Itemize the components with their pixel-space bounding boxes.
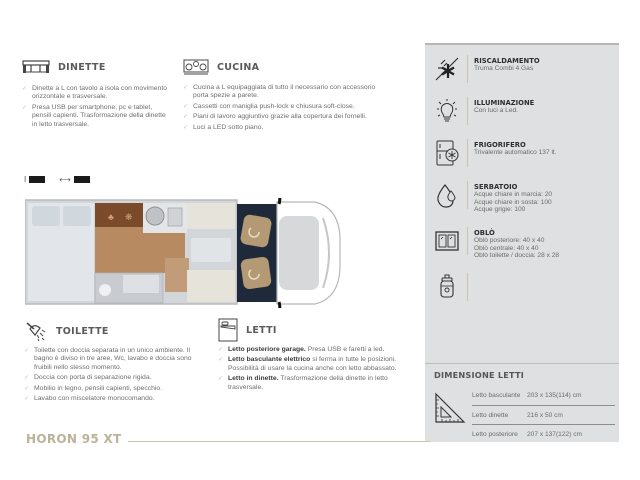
- spec-tank: [431, 181, 552, 214]
- svg-text:❋: ❋: [125, 212, 133, 222]
- spec-fridge: [431, 139, 557, 167]
- table-row: [472, 386, 615, 405]
- length-value: [74, 176, 90, 183]
- list-item: ✓ Dinette a L con tavolo a isola con movimento orizzontale e trasversale.: [22, 85, 172, 102]
- dim-value: 207 x 137(122) cm: [527, 430, 582, 438]
- window-icon: [434, 229, 460, 253]
- table-row: [472, 405, 615, 424]
- cucina-section: [183, 57, 383, 134]
- spec-title: OBLÒ: [474, 229, 495, 237]
- spec-line: Acque grigie: 100: [474, 206, 526, 214]
- spec-title: SERBATOIO: [474, 183, 518, 191]
- legend-length: [59, 175, 89, 184]
- dinette-title: DINETTE: [58, 61, 106, 73]
- spec-lighting: [431, 97, 534, 125]
- spec-line: Truma Combi 4 Gas: [474, 65, 534, 72]
- spec-line: Oblò toilette / doccia: 28 x 28: [474, 252, 560, 260]
- height-value: [29, 176, 45, 183]
- toilette-section: [24, 320, 204, 405]
- fridge-icon: [434, 139, 460, 167]
- letti-bullets: [218, 346, 398, 392]
- letti-section: [218, 318, 398, 394]
- set-square-icon: [434, 392, 466, 426]
- spec-gas: [431, 273, 474, 301]
- spec-title: ILLUMINAZIONE: [474, 99, 535, 107]
- spec-line: Trivalente automatico 137 lt.: [474, 149, 557, 156]
- list-item: ✓ Lavabo con miscelatore monocomando.: [24, 395, 204, 403]
- letti-title: LETTI: [246, 324, 277, 336]
- bullet-text: si ferma in tutte le posizioni. Possibilità di usare la cucina anche con letto abbassato.: [228, 356, 397, 372]
- gas-bottle-icon: [437, 273, 457, 301]
- spec-heating: [431, 55, 540, 83]
- model-title: HORON 95 XT: [26, 432, 122, 446]
- spec-line: Oblò posteriore: 40 x 40: [474, 237, 545, 244]
- stove-icon: [183, 59, 209, 75]
- spec-line: Con luci a Led.: [474, 107, 518, 114]
- toilette-title: TOILETTE: [56, 325, 109, 337]
- bullet-bold: Letto in dinette.: [228, 375, 279, 383]
- legend-height: [24, 175, 45, 184]
- shower-icon: [24, 320, 48, 342]
- dim-label: Letto dinette: [472, 411, 509, 419]
- bed-icon: [218, 318, 238, 342]
- cucina-bullets: [183, 84, 383, 132]
- list-item: ✓ Toilette con doccia separata in un unico ambiente. Il bagno è diviso in tre aree, Wc, lavabo e doccia sono fruibili nello stesso momento.: [24, 347, 204, 372]
- dim-value: 216 x 50 cm: [527, 411, 563, 419]
- list-item: ✓ Luci a LED sotto piano.: [183, 124, 383, 132]
- bullet-bold: Letto posteriore garage.: [228, 346, 306, 353]
- list-item: ✓ Cassetti con maniglia push-lock e chiusura soft-close.: [183, 103, 383, 111]
- svg-text:♣: ♣: [108, 212, 114, 222]
- list-item: ✓ Cucina a L equipaggiata di tutto il necessario con accessorio porta spezie a parete.: [183, 84, 383, 101]
- water-drops-icon: [434, 181, 460, 209]
- footer-divider: [128, 441, 430, 442]
- dinette-bullets: [22, 85, 172, 129]
- bed-dimensions: [425, 363, 619, 438]
- dim-label: Letto basculante: [472, 392, 521, 399]
- dim-value: 203 x 135(114) cm: [527, 392, 582, 399]
- list-item: ✓ Piani di lavoro aggiuntivo grazie alla copertura dei fornelli.: [183, 113, 383, 121]
- list-item: [218, 375, 398, 392]
- length-icon: ⟷: [59, 175, 71, 184]
- cucina-title: CUCINA: [217, 61, 260, 73]
- floor-plan: [25, 198, 341, 308]
- bullet-bold: Letto basculante elettrico: [228, 356, 311, 364]
- dim-label: Letto posteriore: [472, 430, 518, 438]
- list-item: ✓ Presa USB per smartphone, pc e tablet, pensili capienti. Trasformazione della dinette in letto trasversale.: [22, 104, 172, 129]
- bed-dimensions-title: DIMENSIONE LETTI: [434, 370, 525, 380]
- spec-title: RISCALDAMENTO: [474, 57, 540, 65]
- toilette-bullets: [24, 347, 204, 403]
- spec-line: Acque chiare in sosta: 100: [474, 198, 552, 206]
- bullet-text: Trasformazione della dinette in letto trasversale.: [228, 375, 388, 391]
- spec-panel: [425, 43, 619, 442]
- plan-legend: [24, 175, 90, 184]
- list-item: [218, 346, 398, 354]
- spec-windows: [431, 227, 559, 260]
- bed-dimensions-table: [472, 386, 615, 443]
- spec-title: FRIGORIFERO: [474, 141, 526, 149]
- dinette-icon: [22, 60, 50, 74]
- heating-icon: [433, 56, 461, 82]
- list-item: ✓ Doccia con porta di separazione rigida.: [24, 374, 204, 382]
- dinette-section: [22, 57, 172, 131]
- table-row: [472, 424, 615, 443]
- list-item: ✓ Mobilio in legno, pensili capienti, specchio.: [24, 385, 204, 393]
- spec-line: Oblò centrale: 40 x 40: [474, 244, 539, 252]
- bullet-text: Presa USB e faretti a led.: [305, 346, 385, 353]
- spec-line: Acque chiare in marcia: 20: [474, 191, 553, 198]
- lightbulb-icon: [434, 98, 460, 124]
- height-icon: I: [24, 175, 27, 184]
- list-item: [218, 356, 398, 373]
